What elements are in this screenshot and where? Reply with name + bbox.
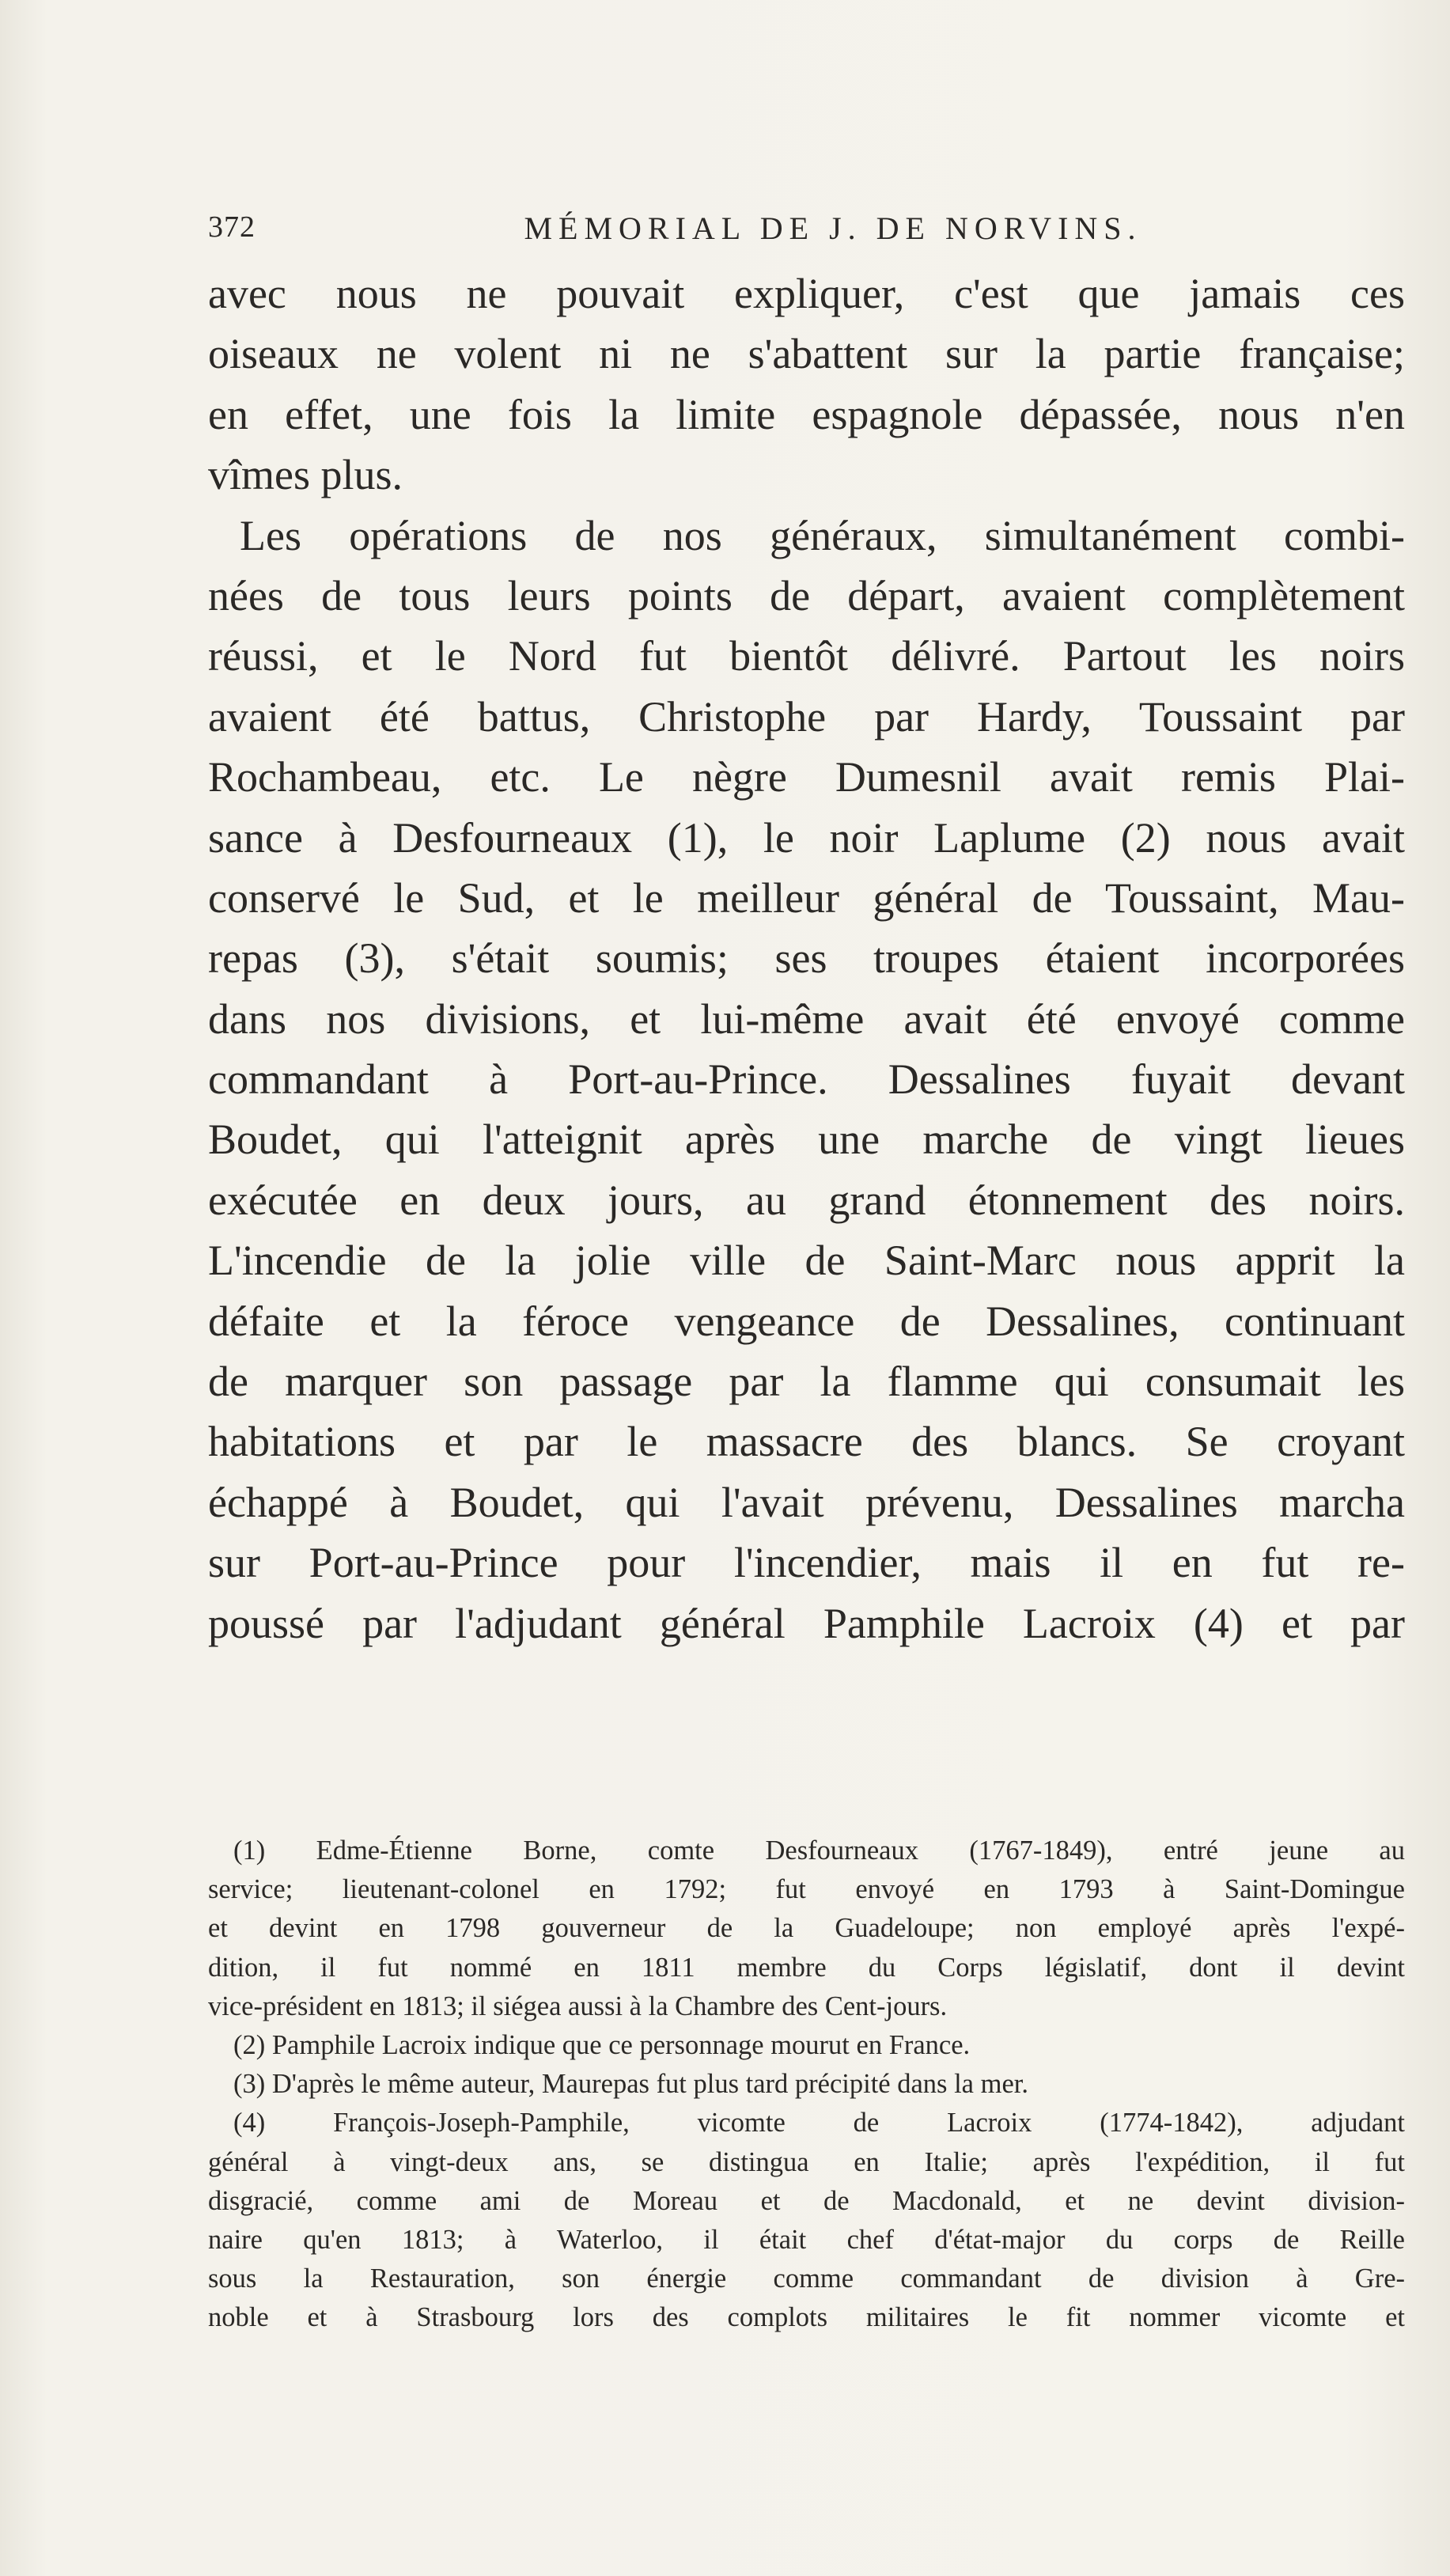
footnote-line: dition, il fut nommé en 1811 membre du Corps législatif, dont il devint [208, 1952, 1405, 1983]
body-line: conservé le Sud, et le meilleur général de Toussaint, Mau- [208, 873, 1405, 922]
footnote-line: disgracié, comme ami de Moreau et de Macdonald, et ne devint division- [208, 2185, 1405, 2216]
footnote-line: naire qu'en 1813; à Waterloo, il était chef d'état-major du corps de Reille [208, 2224, 1405, 2255]
body-line: oiseaux ne volent ni ne s'abattent sur la partie française; [208, 330, 1405, 378]
body-line: Rochambeau, etc. Le nègre Dumesnil avait remis Plai- [208, 753, 1405, 801]
page-number: 372 [208, 210, 256, 244]
body-line: exécutée en deux jours, au grand étonnement des noirs. [208, 1176, 1405, 1224]
footnote-line: (1) Edme-Étienne Borne, comte Desfourneaux (1767-1849), entré jeune au [233, 1835, 1405, 1866]
body-line: défaite et la féroce vengeance de Dessalines, continuant [208, 1297, 1405, 1345]
body-line: Les opérations de nos généraux, simultanément combi- [240, 511, 1405, 559]
footnote-line: noble et à Strasbourg lors des complots militaires le fit nommer vicomte et [208, 2302, 1405, 2333]
body-line: repas (3), s'était soumis; ses troupes étaient incorporées [208, 934, 1405, 983]
body-line: avaient été battus, Christophe par Hardy, Toussaint par [208, 692, 1405, 741]
body-line: sur Port-au-Prince pour l'incendier, mais il en fut re- [208, 1539, 1405, 1587]
footnote-line: sous la Restauration, son énergie comme commandant de division à Gre- [208, 2263, 1405, 2294]
footnotes [208, 1832, 1405, 2337]
footnote-line: général à vingt-deux ans, se distingua en Italie; après l'expédition, il fut [208, 2146, 1405, 2177]
body-line: poussé par l'adjudant général Pamphile Lacroix (4) et par [208, 1599, 1405, 1647]
body-line: avec nous ne pouvait expliquer, c'est que jamais ces [208, 270, 1405, 317]
body-line: en effet, une fois la limite espagnole dépassée, nous n'en [208, 390, 1405, 438]
body-line: Boudet, qui l'atteignit après une marche de vingt lieues [208, 1116, 1405, 1164]
body-line: réussi, et le Nord fut bientôt délivré. Partout les noirs [208, 632, 1405, 680]
body-line: nées de tous leurs points de départ, avaient complètement [208, 571, 1405, 619]
footnote-line: service; lieutenant-colonel en 1792; fut envoyé en 1793 à Saint-Domingue [208, 1874, 1405, 1905]
body-line: de marquer son passage par la flamme qui consumait les [208, 1358, 1405, 1406]
running-head: MÉMORIAL DE J. DE NORVINS. [524, 210, 1142, 246]
body-line: échappé à Boudet, qui l'avait prévenu, Dessalines marcha [208, 1478, 1405, 1526]
body-line: sance à Desfourneaux (1), le noir Laplume (2) nous avait [208, 813, 1405, 862]
body-text [208, 263, 1405, 1654]
body-line: habitations et par le massacre des blancs. Se croyant [208, 1418, 1405, 1466]
footnote-line: (4) François-Joseph-Pamphile, vicomte de Lacroix (1774-1842), adjudant [233, 2108, 1405, 2138]
footnote-line: (2) Pamphile Lacroix indique que ce personnage mourut en France. [233, 2029, 971, 2060]
body-line: L'incendie de la jolie ville de Saint-Marc nous apprit la [208, 1237, 1405, 1285]
page-header [208, 210, 1426, 257]
body-line: commandant à Port-au-Prince. Dessalines fuyait devant [208, 1055, 1405, 1104]
body-line: vîmes plus. [208, 451, 403, 499]
body-line: dans nos divisions, et lui-même avait été envoyé comme [208, 994, 1405, 1043]
footnote-line: et devint en 1798 gouverneur de la Guadeloupe; non employé après l'expé- [208, 1913, 1405, 1944]
footnote-line: vice-président en 1813; il siégea aussi à la Chambre des Cent-jours. [208, 1991, 948, 2021]
footnote-line: (3) D'après le même auteur, Maurepas fut plus tard précipité dans la mer. [233, 2069, 1028, 2100]
